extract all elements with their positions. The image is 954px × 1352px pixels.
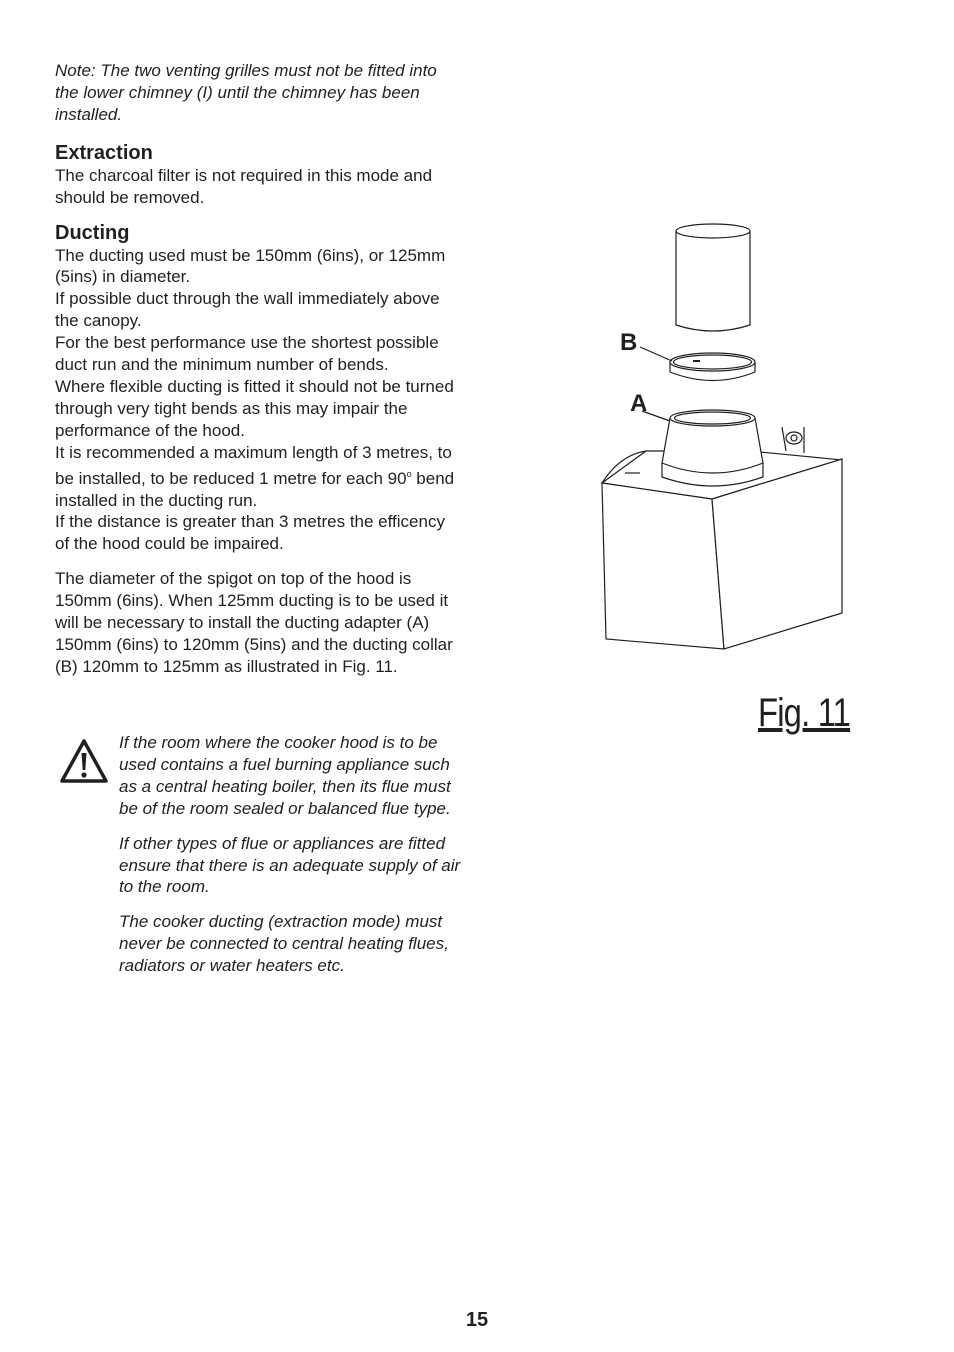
note-text: Note: The two venting grilles must not be fitted into the lower chimney (I) until the chimney has been installed.: [55, 61, 437, 124]
extraction-text: The charcoal filter is not required in this mode and should be removed.: [55, 165, 433, 207]
left-column: [55, 60, 455, 678]
extraction-heading: Extraction: [55, 141, 153, 164]
adapter-a: [662, 410, 763, 486]
ducting-heading: Ducting: [55, 221, 130, 244]
leader-line-b: [640, 347, 672, 361]
warning-paragraph: If other types of flue or appliances are fitted ensure that there is an adequate supply of air to the room.: [119, 833, 461, 897]
warning-paragraph: The cooker ducting (extraction mode) must never be connected to central heating flues, radiators or water heaters etc.: [119, 912, 449, 976]
ducting-paragraph: For the best performance use the shortest possible duct run and the minimum number of bends.: [55, 333, 439, 375]
warning-text: [119, 732, 465, 990]
ducting-paragraph: The ducting used must be 150mm (6ins), or 125mm (5ins) in diameter.: [55, 245, 446, 287]
ducting-length-text-end: bend installed in the ducting run.: [55, 468, 455, 510]
warning-paragraph: If the room where the cooker hood is to be used contains a fuel burning appliance such as a central heating boiler, then its flue must be of the room sealed or balanced flue type.: [119, 733, 451, 818]
ducting-length-text: It is recommended a maximum length of 3 metres, to be installed, to be reduced 1 metre for each 90: [55, 442, 452, 488]
spigot-paragraph: The diameter of the spigot on top of the hood is 150mm (6ins). When 125mm ducting is to be used it will be necessary to install the ducting adapter (A) 150mm (6ins) to 120mm (5ins) and the ducting collar (B) 120mm to 125mm as illustrated in Fig. 11.: [55, 569, 453, 676]
ducting-paragraph-length: [55, 442, 455, 512]
figure-caption: Fig. 11: [758, 691, 851, 735]
label-a: A: [630, 390, 648, 417]
degree-mark: o: [406, 468, 412, 479]
ducting-paragraph: Where flexible ducting is fitted it should not be turned through very tight bends as this may impair the performance of the hood.: [55, 376, 454, 440]
page-number: 15: [465, 1309, 489, 1331]
ducting-paragraph: If the distance is greater than 3 metres the efficency of the hood could be impaired.: [55, 512, 445, 554]
label-b: B: [620, 329, 638, 356]
duct-pipe: [676, 224, 750, 331]
collar-b: [670, 353, 755, 381]
ducting-paragraph: If possible duct through the wall immediately above the canopy.: [55, 289, 440, 331]
warning-triangle-icon: [59, 738, 109, 784]
hood-ducting-illustration: [590, 215, 870, 665]
